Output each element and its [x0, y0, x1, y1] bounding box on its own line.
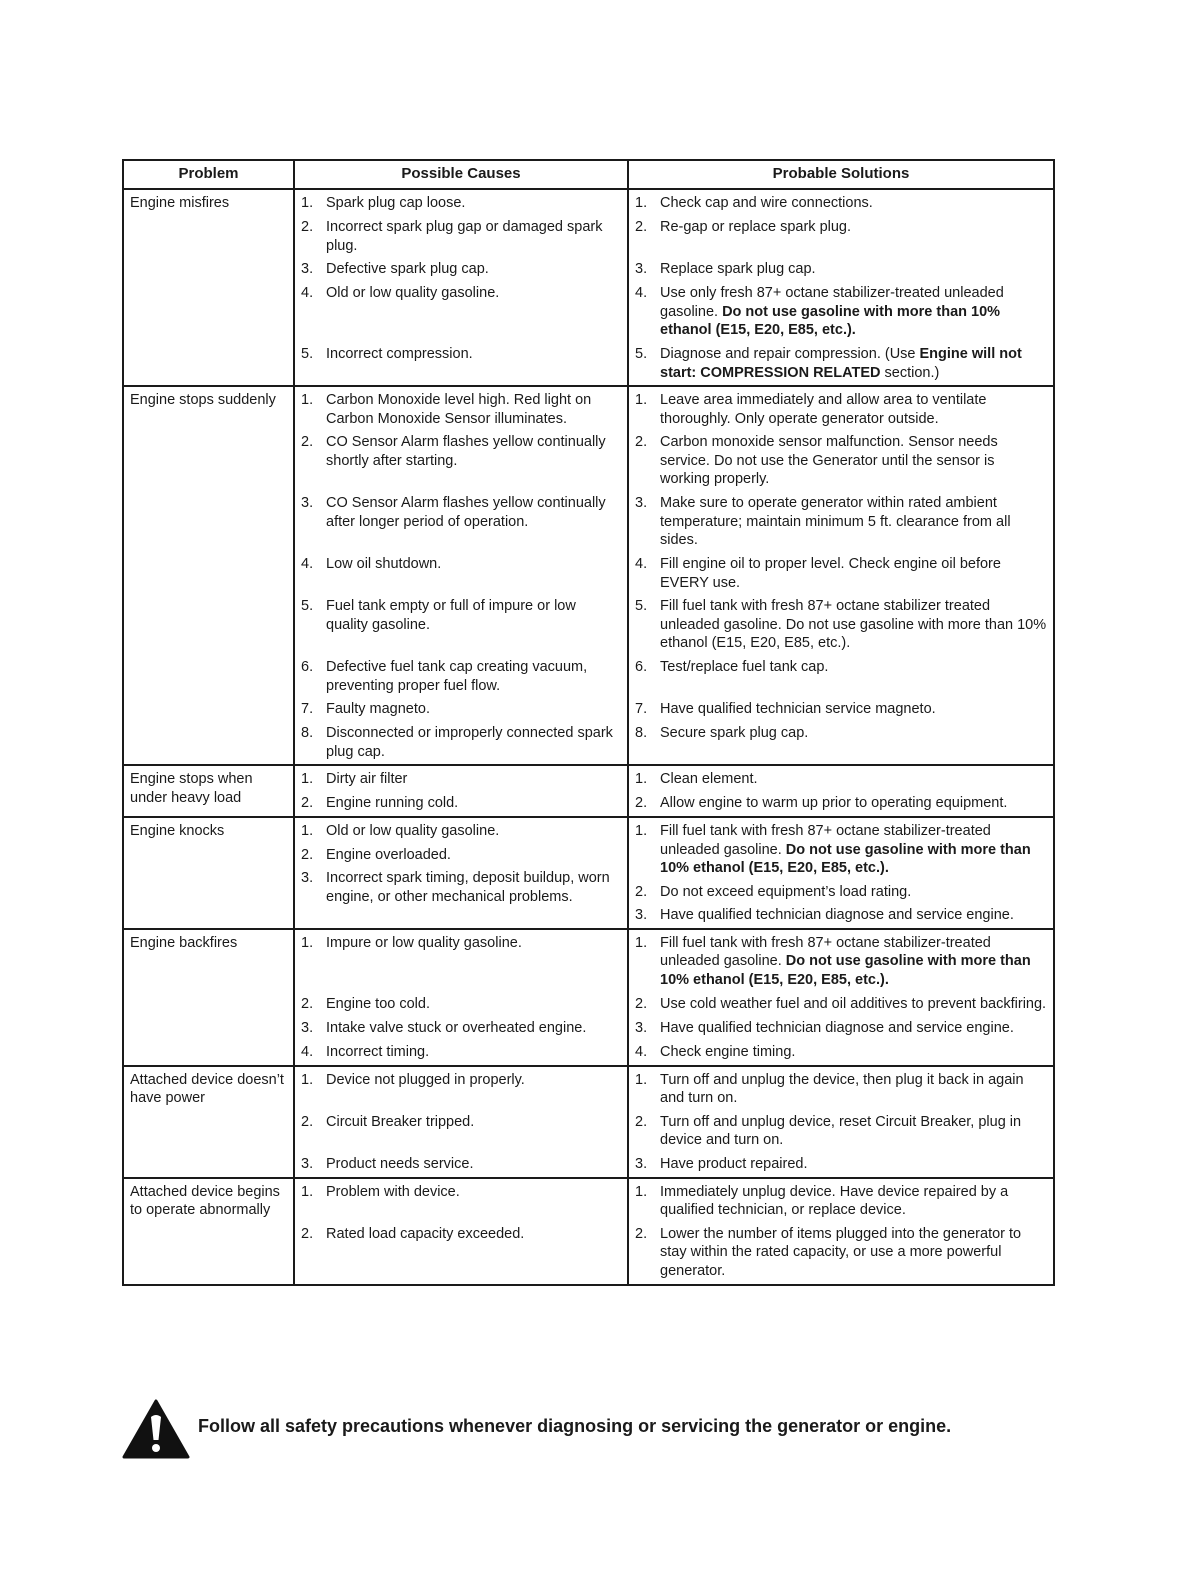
item-text: Leave area immediately and allow area to ventilate thoroughly. Only operate generator outside. [660, 392, 987, 427]
problem-row [123, 765, 1054, 817]
solution-item [635, 995, 1047, 1014]
item-number: 1. [301, 1071, 314, 1088]
item-number: 1. [301, 823, 314, 839]
item-number: 1. [301, 1183, 314, 1200]
item-number: 5. [301, 346, 314, 362]
item-text: Faulty magneto. [326, 701, 430, 717]
emphasis-text: Do not use gasoline with more than 10% ethanol (E15, E20, E85, etc.). [660, 303, 1001, 338]
item-number: 8. [301, 725, 314, 741]
problem-row [123, 386, 1054, 765]
item-number: 3. [301, 495, 314, 511]
item-text: Replace spark plug cap. [660, 261, 816, 277]
item-number: 4. [635, 556, 648, 572]
cause-item [301, 194, 621, 213]
solution-item [635, 1113, 1047, 1150]
cause-item [301, 995, 621, 1014]
header-causes: Possible Causes [294, 160, 628, 189]
item-number: 5. [635, 598, 648, 614]
item-number: 2. [301, 1113, 314, 1130]
cause-item [301, 218, 621, 255]
item-number: 1. [301, 934, 314, 951]
solutions-cell [628, 1066, 1054, 1178]
cause-item [301, 1155, 621, 1174]
item-text: Test/replace fuel tank cap. [660, 659, 829, 675]
item-number: 4. [301, 1043, 314, 1060]
item-number: 3. [301, 1019, 314, 1036]
solutions-cell [628, 929, 1054, 1066]
item-number: 1. [301, 195, 314, 211]
cause-item [301, 597, 621, 653]
item-text: Impure or low quality gasoline. [326, 934, 522, 951]
item-number: 2. [301, 434, 314, 450]
item-text [660, 934, 1047, 990]
problem-row [123, 929, 1054, 1066]
item-number: 2. [301, 219, 314, 235]
item-text: Incorrect spark timing, deposit buildup, worn engine, or other mechanical problems. [326, 870, 610, 905]
item-text: Check engine timing. [660, 1043, 796, 1060]
solution-item [635, 284, 1047, 340]
solution-item [635, 260, 1047, 279]
item-number: 3. [635, 1155, 648, 1172]
item-number: 3. [301, 1155, 314, 1172]
item-text: Carbon Monoxide level high. Red light on Carbon Monoxide Sensor illuminates. [326, 392, 592, 427]
item-number: 2. [301, 995, 314, 1012]
cause-item [301, 555, 621, 592]
solution-item [635, 1225, 1047, 1281]
item-text: Fuel tank empty or full of impure or low quality gasoline. [326, 598, 576, 633]
solution-item [635, 1183, 1047, 1220]
item-text: Disconnected or improperly connected spark plug cap. [326, 725, 613, 760]
item-text: Circuit Breaker tripped. [326, 1113, 475, 1130]
solution-item [635, 433, 1047, 489]
cause-item [301, 869, 621, 906]
item-text: Engine overloaded. [326, 846, 451, 863]
cause-item [301, 1071, 621, 1108]
solution-item [635, 883, 1047, 902]
problem-cell: Engine knocks [123, 817, 294, 929]
solution-item [635, 218, 1047, 255]
cause-item [301, 822, 621, 841]
problem-cell: Attached device doesn’t have power [123, 1066, 294, 1178]
safety-warning [122, 1397, 1053, 1459]
item-number: 1. [635, 392, 648, 408]
causes-cell [294, 189, 628, 386]
item-number: 6. [301, 659, 314, 675]
problem-row [123, 189, 1054, 386]
solution-item [635, 494, 1047, 550]
item-number: 1. [635, 823, 648, 839]
item-number: 1. [301, 392, 314, 408]
causes-cell [294, 1178, 628, 1285]
problem-row [123, 1066, 1054, 1178]
cause-item [301, 1225, 621, 1281]
item-number: 1. [635, 195, 648, 211]
item-number: 2. [635, 219, 648, 235]
item-number: 5. [635, 346, 648, 362]
item-number: 8. [635, 725, 648, 741]
problem-row [123, 1178, 1054, 1285]
item-text: Have qualified technician diagnose and service engine. [660, 1019, 1014, 1036]
item-text: Re-gap or replace spark plug. [660, 219, 852, 235]
item-number: 3. [635, 1019, 648, 1036]
item-text: Defective spark plug cap. [326, 261, 489, 277]
causes-cell [294, 386, 628, 765]
item-text: CO Sensor Alarm flashes yellow continually shortly after starting. [326, 434, 606, 469]
item-text: Engine running cold. [326, 795, 459, 811]
causes-cell [294, 765, 628, 817]
header-problem: Problem [123, 160, 294, 189]
item-text: Make sure to operate generator within rated ambient temperature; maintain minimum 5 ft. clearance from all sides. [660, 495, 1011, 548]
item-text: Dirty air filter [326, 771, 408, 787]
solutions-cell [628, 817, 1054, 929]
problem-row [123, 817, 1054, 929]
item-text: Fill fuel tank with fresh 87+ octane stabilizer treated unleaded gasoline. Do not use gasoline with more than 10% ethanol (E15, E20, E85, etc.). [660, 598, 1047, 651]
item-number: 2. [301, 795, 314, 811]
item-text: Intake valve stuck or overheated engine. [326, 1019, 587, 1036]
solution-item [635, 934, 1047, 990]
cause-item [301, 260, 621, 279]
warning-text: Follow all safety precautions whenever diagnosing or servicing the generator or engine. [198, 1416, 952, 1436]
cause-item [301, 1019, 621, 1038]
problem-cell: Engine stops suddenly [123, 386, 294, 765]
causes-cell [294, 929, 628, 1066]
problem-cell: Engine backfires [123, 929, 294, 1066]
item-number: 3. [635, 261, 648, 277]
item-number: 6. [635, 659, 648, 675]
item-number: 4. [635, 285, 648, 301]
item-text: Defective fuel tank cap creating vacuum, preventing proper fuel flow. [326, 659, 588, 694]
item-text: Lower the number of items plugged into the generator to stay within the rated capacity, or use a more powerful generator. [660, 1225, 1022, 1279]
item-text: Product needs service. [326, 1155, 474, 1172]
cause-item [301, 1183, 621, 1220]
plain-text: Use only fresh 87+ octane stabilizer-treated unleaded gasoline. [660, 285, 1004, 320]
emphasis-text: Engine will not start: COMPRESSION RELATED [660, 346, 1022, 381]
item-text: Spark plug cap loose. [326, 195, 466, 211]
item-text: Incorrect spark plug gap or damaged spark plug. [326, 219, 603, 254]
item-text: Check cap and wire connections. [660, 195, 873, 211]
solution-item [635, 597, 1047, 653]
solution-item [635, 724, 1047, 761]
item-number: 2. [635, 1225, 648, 1242]
item-text [660, 284, 1047, 340]
solution-item [635, 1155, 1047, 1174]
solutions-cell [628, 1178, 1054, 1285]
cause-item [301, 494, 621, 550]
item-text: Have product repaired. [660, 1155, 808, 1172]
cause-item [301, 724, 621, 761]
item-text: Incorrect compression. [326, 346, 473, 362]
solutions-cell [628, 189, 1054, 386]
solution-item [635, 770, 1047, 789]
cause-item [301, 794, 621, 813]
emphasis-text: Do not use gasoline with more than 10% ethanol (E15, E20, E85, etc.). [660, 841, 1031, 876]
causes-cell [294, 1066, 628, 1178]
item-text: Use cold weather fuel and oil additives to prevent backfiring. [660, 995, 1047, 1012]
solution-item [635, 1071, 1047, 1108]
item-number: 2. [635, 1113, 648, 1130]
cause-item [301, 1113, 621, 1150]
solution-item [635, 658, 1047, 695]
item-number: 7. [301, 701, 314, 717]
item-number: 2. [635, 434, 648, 450]
solution-item [635, 1019, 1047, 1038]
item-number: 3. [635, 495, 648, 511]
problem-cell: Engine stops when under heavy load [123, 765, 294, 817]
item-text: Have qualified technician diagnose and service engine. [660, 907, 1014, 923]
warning-icon [122, 1399, 190, 1459]
item-number: 3. [635, 907, 648, 923]
solution-item [635, 391, 1047, 428]
item-text: Have qualified technician service magneto. [660, 701, 936, 717]
header-row [123, 160, 1054, 189]
item-text [660, 822, 1047, 878]
solution-item [635, 700, 1047, 719]
item-number: 3. [301, 261, 314, 277]
item-number: 4. [301, 285, 314, 301]
item-number: 5. [301, 598, 314, 614]
solution-item [635, 906, 1047, 925]
item-text: Old or low quality gasoline. [326, 285, 500, 301]
problem-cell: Attached device begins to operate abnormally [123, 1178, 294, 1285]
item-number: 1. [635, 1183, 648, 1200]
item-text: Carbon monoxide sensor malfunction. Sensor needs service. Do not use the Generator until the sensor is working properly. [660, 434, 998, 487]
solution-item [635, 822, 1047, 878]
item-text: Incorrect timing. [326, 1043, 430, 1060]
item-text: Do not exceed equipment’s load rating. [660, 883, 912, 900]
item-text: CO Sensor Alarm flashes yellow continually after longer period of operation. [326, 495, 606, 530]
cause-item [301, 391, 621, 428]
cause-item [301, 846, 621, 865]
solution-item [635, 1043, 1047, 1062]
problem-cell: Engine misfires [123, 189, 294, 386]
troubleshooting-table [122, 159, 1055, 1286]
solution-item [635, 555, 1047, 592]
item-text: Device not plugged in properly. [326, 1071, 525, 1088]
cause-item [301, 934, 621, 990]
item-number: 2. [301, 1225, 314, 1242]
cause-item [301, 433, 621, 489]
cause-item [301, 700, 621, 719]
item-number: 2. [635, 883, 648, 900]
item-text: Immediately unplug device. Have device repaired by a qualified technician, or replace device. [660, 1183, 1009, 1218]
item-text: Low oil shutdown. [326, 556, 442, 572]
plain-text: Fill fuel tank with fresh 87+ octane stabilizer-treated unleaded gasoline. [660, 823, 991, 858]
item-number: 3. [301, 870, 314, 886]
item-text: Clean element. [660, 771, 758, 787]
solutions-cell [628, 765, 1054, 817]
item-number: 1. [635, 1071, 648, 1088]
solution-item [635, 794, 1047, 813]
causes-cell [294, 817, 628, 929]
item-number: 1. [635, 771, 648, 787]
item-number: 4. [635, 1043, 648, 1060]
plain-text: section.) [880, 364, 940, 381]
item-text: Engine too cold. [326, 995, 430, 1012]
item-text [660, 345, 1047, 382]
cause-item [301, 284, 621, 340]
item-text: Fill engine oil to proper level. Check engine oil before EVERY use. [660, 556, 1001, 591]
item-text: Problem with device. [326, 1183, 460, 1200]
item-text: Turn off and unplug the device, then plug it back in again and turn on. [660, 1071, 1024, 1106]
item-number: 4. [301, 556, 314, 572]
item-text: Old or low quality gasoline. [326, 823, 500, 839]
cause-item [301, 770, 621, 789]
item-number: 7. [635, 701, 648, 717]
cause-item [301, 345, 621, 382]
item-number: 1. [301, 771, 314, 787]
header-solutions: Probable Solutions [628, 160, 1054, 189]
cause-item [301, 658, 621, 695]
item-text: Rated load capacity exceeded. [326, 1225, 525, 1242]
solutions-cell [628, 386, 1054, 765]
cause-item [301, 1043, 621, 1062]
item-text: Secure spark plug cap. [660, 725, 809, 741]
plain-text: Fill fuel tank with fresh 87+ octane stabilizer-treated unleaded gasoline. [660, 934, 991, 969]
item-number: 1. [635, 934, 648, 951]
item-text: Turn off and unplug device, reset Circuit Breaker, plug in device and turn on. [660, 1113, 1022, 1148]
item-number: 2. [635, 795, 648, 811]
solution-item [635, 345, 1047, 382]
emphasis-text: Do not use gasoline with more than 10% ethanol (E15, E20, E85, etc.). [660, 953, 1031, 988]
plain-text: Diagnose and repair compression. (Use [660, 346, 920, 362]
item-number: 2. [635, 995, 648, 1012]
item-number: 2. [301, 846, 314, 863]
solution-item [635, 194, 1047, 213]
item-text: Allow engine to warm up prior to operating equipment. [660, 795, 1008, 811]
